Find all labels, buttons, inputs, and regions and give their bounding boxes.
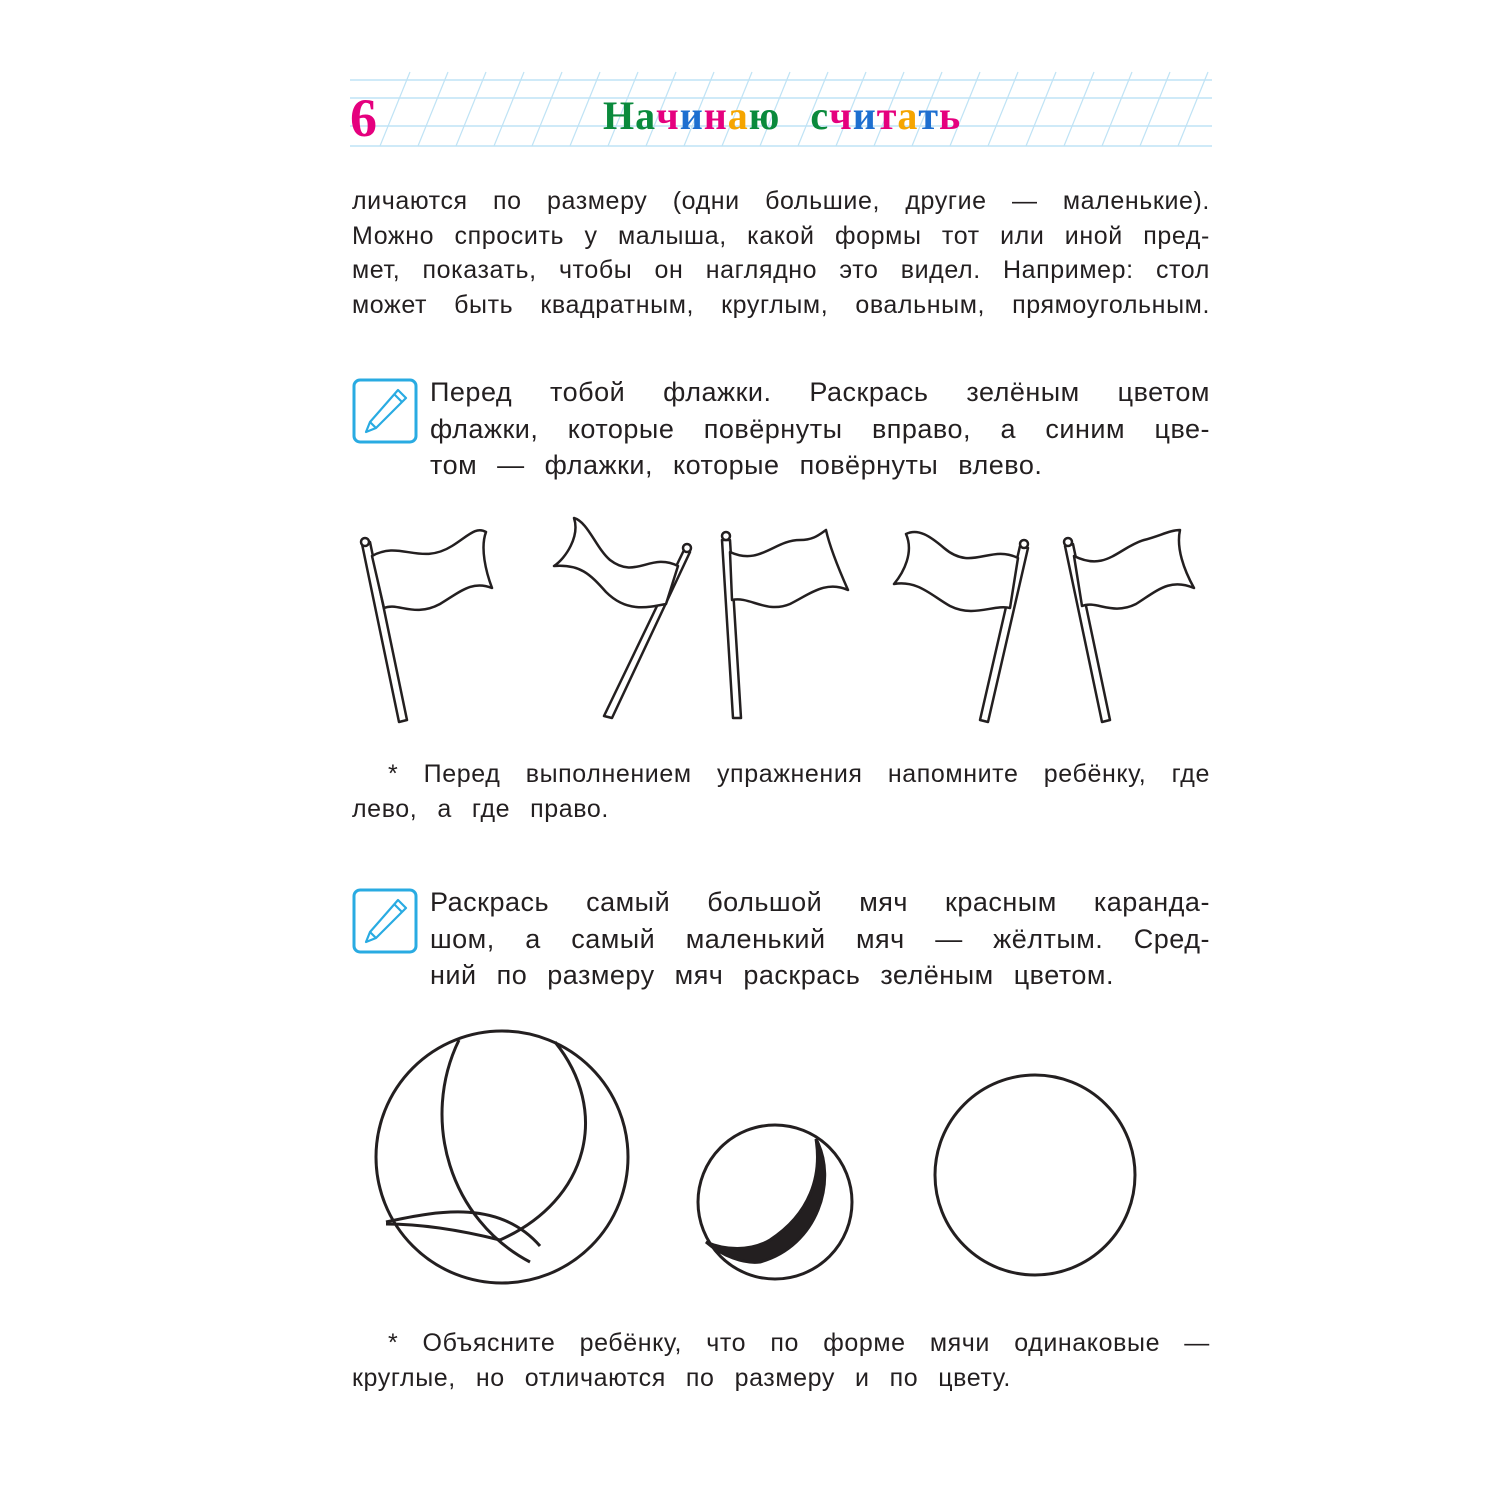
title-letter: а [635,93,657,138]
title-letter: Н [603,93,636,138]
title-letter: и [679,93,704,138]
pencil-icon [352,378,418,444]
page-title [603,90,961,142]
title-letter: ю [748,93,781,138]
pencil-icon [352,888,418,954]
title-letter: и [852,93,877,138]
flag-left[interactable] [894,532,1028,722]
note2-line: * Объясните ребёнку, что по форме мячи одинаковые — [388,1329,1210,1357]
task2-line: ний по размеру мяч раскрась зелёным цветом. [430,960,1114,990]
task1-line: флажки, которые повёрнуты вправо, а синим цве- [430,413,1210,444]
intro-line: личаются по размеру (одни большие, другие — маленькие). [352,187,1210,215]
title-letter: ч [656,93,680,138]
task1-text [430,374,1210,484]
flag-right[interactable] [1064,530,1194,722]
ball-medium[interactable] [935,1075,1135,1275]
title-letter: с [810,93,830,138]
title-letter: н [703,93,728,138]
note2 [352,1326,1210,1396]
flag-right[interactable] [361,530,492,722]
title-letter: т [876,93,898,138]
task1-line: том — флажки, которые повёрнуты влево. [430,450,1043,480]
page-number: 6 [350,88,377,148]
task2-line: Раскрась самый большой мяч красным каранда- [430,887,1210,917]
flag-right[interactable] [722,530,848,718]
task2-text [430,884,1210,994]
intro-line: Можно спросить у малыша, какой формы тот или иной пред- [352,221,1210,250]
note2-line: круглые, но отличаются по размеру и по цвету. [352,1364,1011,1392]
title-letter: ь [939,93,962,138]
ball-small[interactable] [698,1125,852,1279]
title-letter: т [918,93,940,138]
task2-line: шом, а самый маленький мяч — жёлтым. Сред- [430,923,1210,954]
title-letter [780,90,810,142]
note1-line: * Перед выполнением упражнения напомните ребёнку, где [388,760,1210,788]
task1-line: Перед тобой флажки. Раскрась зелёным цветом [430,377,1210,407]
intro-line: может быть квадратным, круглым, овальным, прямоугольным. [352,290,1210,319]
intro-line: мет, показать, чтобы он наглядно это видел. Например: стол [352,256,1210,284]
title-letter: ч [829,93,853,138]
intro-paragraph [352,184,1210,322]
title-letter: а [897,93,919,138]
note1 [352,757,1210,827]
note1-line: лево, а где право. [352,795,609,823]
title-letter: а [727,93,749,138]
flag-left[interactable] [554,518,691,718]
ball-large[interactable] [376,1031,628,1283]
